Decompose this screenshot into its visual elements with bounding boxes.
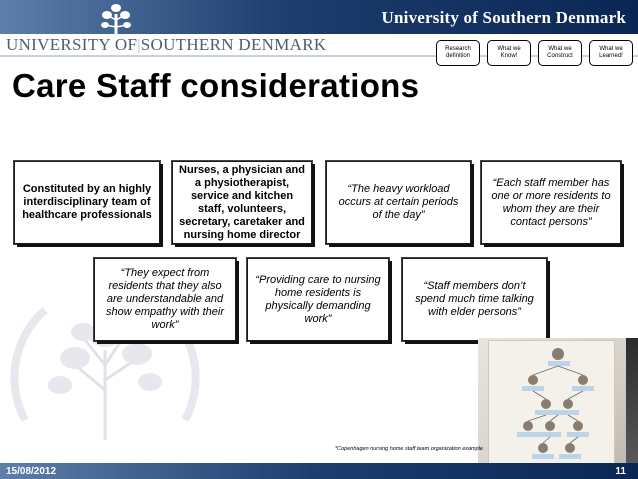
box-constituted: Constituted by an highly interdisciplinary team of healthcare professionals xyxy=(14,161,160,244)
footer-date: 15/08/2012 xyxy=(6,466,57,477)
tab-what-we-learned[interactable]: What we Learned! xyxy=(589,40,633,66)
footer-bar xyxy=(0,463,638,479)
banner-title: University of Southern Denmark xyxy=(381,8,626,27)
wordmark-divider-icon: | xyxy=(137,37,141,54)
photo-dark-edge xyxy=(626,338,638,469)
tab-what-we-construct[interactable]: What we Construct xyxy=(538,40,582,66)
org-chart-drawing-icon xyxy=(488,340,613,465)
box-expect-empathy-quote: “They expect from residents that they also are understandable and show empathy with their work” xyxy=(94,258,236,341)
university-wordmark xyxy=(6,35,326,55)
box-staff-members: Nurses, a physician and a physiotherapist, service and kitchen staff, volunteers, secretary, caretaker and nursing home director xyxy=(172,161,312,244)
slide-number: 11 xyxy=(615,466,626,477)
tab-what-we-know[interactable]: What we Know! xyxy=(487,40,531,66)
box-heavy-workload-quote: “The heavy workload occurs at certain periods of the day” xyxy=(326,161,471,244)
wordmark-part-1: UNIVERSITY OF xyxy=(6,35,138,54)
page-title: Care Staff considerations xyxy=(12,67,420,104)
organization-chart-photo xyxy=(478,338,638,469)
university-tree-logo-icon xyxy=(96,0,136,34)
box-contact-persons-quote: “Each staff member has one or more residents to whom they are their contact persons” xyxy=(481,161,621,244)
photo-caption: *Copenhagen nursing home staff team organization example xyxy=(335,446,483,452)
box-time-talking-quote: “Staff members don’t spend much time talking with elder persons” xyxy=(402,258,547,341)
tab-research-definition[interactable]: Research definition xyxy=(436,40,480,66)
wordmark-part-2: SOUTHERN DENMARK xyxy=(140,35,327,54)
box-physically-demanding-quote: “Providing care to nursing home residents is physically demanding work” xyxy=(247,258,389,341)
